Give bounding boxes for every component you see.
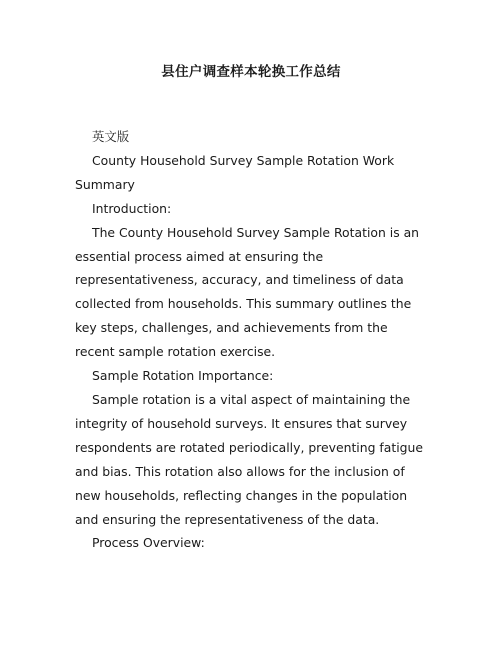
paragraph-introduction: The County Household Survey Sample Rotation is an essential process aimed at ensuring the representativeness, accuracy, and timeliness of data collected from households. This summary outlines the key steps, challenges, and achievements from the recent sample rotation exercise.	[75, 224, 420, 360]
document-title: 县住户调查样本轮换工作总结	[161, 64, 341, 80]
document-body	[75, 125, 427, 555]
paragraph-language-label: 英文版	[92, 129, 130, 144]
heading-introduction: Introduction:	[92, 200, 172, 216]
paragraph-english-title: County Household Survey Sample Rotation Work Summary	[75, 152, 395, 192]
heading-sample-rotation-importance: Sample Rotation Importance:	[92, 368, 274, 384]
heading-process-overview: Process Overview:	[92, 535, 205, 551]
paragraph-sample-rotation-importance: Sample rotation is a vital aspect of maintaining the integrity of household surveys. It ensures that survey respondents are rotated periodically, preventing fatigue and bias. This rotation also allows for the inclusion of new households, reflecting changes in the population and ensuring the representativeness of the data.	[75, 391, 423, 527]
